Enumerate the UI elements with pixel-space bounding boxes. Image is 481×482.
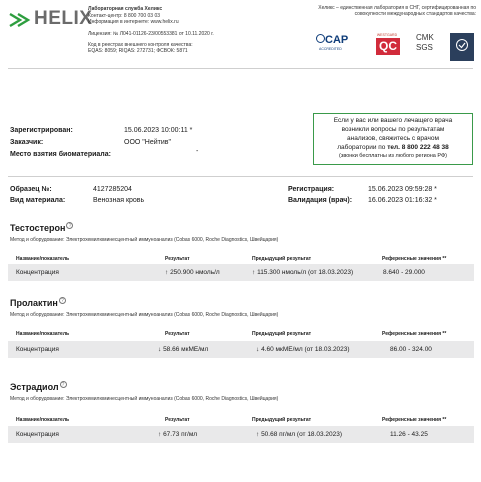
registration-divider: [8, 176, 473, 177]
doctor-contact-notice: [313, 113, 473, 165]
row-previous: ↑ 115.300 нмоль/л (от 18.03.2023): [252, 269, 354, 276]
validation-label: Валидация (врач):: [288, 197, 353, 204]
col-result-header: Результат: [165, 331, 190, 337]
col-result-header: Результат: [165, 417, 190, 423]
notice-line5: (звонки бесплатны из любого региона РФ): [338, 153, 447, 159]
notice-line3: анализов, свяжитесь с врачом: [347, 135, 439, 142]
helix-logo-text: HELIX: [34, 8, 93, 29]
cmk-label: CMK: [416, 33, 434, 42]
col-previous-header: Предыдущий результат: [252, 417, 312, 423]
row-previous: ↓ 4.60 мкМЕ/мл (от 18.03.2023): [256, 346, 350, 353]
test-title-prolactin: Пролактин ?: [10, 297, 66, 308]
col-reference-header: Референсные значения **: [382, 417, 447, 423]
registration-time-value: 15.06.2023 09:59:28 *: [368, 186, 437, 193]
place-value: -: [196, 148, 199, 155]
arrow-up-icon: ↑: [158, 431, 162, 438]
material-label: Вид материала:: [10, 197, 66, 204]
qc-label: QC: [376, 38, 400, 55]
arrow-down-icon: ↓: [158, 346, 162, 353]
customer-value: ООО "Нейтив": [124, 139, 171, 146]
westgard-label: WESTGARD: [376, 33, 398, 37]
registry-codes: EQAS: 8059; RIQAS: 272731; ФСВОК: 5871: [88, 48, 188, 54]
license-info: [88, 31, 214, 55]
sgs-label: SGS: [416, 43, 433, 52]
material-value: Венозная кровь: [93, 197, 145, 204]
notice-line2: возникли вопросы по результатам: [341, 126, 445, 133]
cmk-sgs-badge: [416, 33, 440, 59]
lab-contact: Контакт-центр: 8 800 700 03 03: [88, 12, 161, 19]
test-method: Метод и оборудование: Электрохемилюминесцентный иммуноанализ (Cobas 6000, Roche Diagnostics, Швейцария): [10, 396, 279, 402]
accreditation-text: Хеликс – единственная лаборатория в СНГ, сертифицированная по совокупности международных стандартов качества:: [318, 5, 476, 17]
row-name: Концентрация: [16, 346, 59, 353]
info-icon[interactable]: ?: [60, 381, 67, 388]
lab-info: [88, 6, 179, 26]
registered-label: Зарегистрирован:: [10, 127, 73, 134]
registration-time-label: Регистрация:: [288, 186, 335, 193]
col-name-header: Название/показатель: [16, 256, 70, 262]
header-divider: [8, 68, 473, 69]
registered-value: 15.06.2023 10:00:11 *: [124, 127, 193, 134]
row-result: ↓ 58.66 мкМЕ/мл: [158, 346, 209, 353]
lab-internet: Информация в интернете: www.helix.ru: [88, 19, 179, 25]
row-result: ↑ 67.73 пг/мл: [158, 431, 198, 438]
westgard-badge: [372, 33, 402, 59]
test-method: Метод и оборудование: Электрохемилюминесцентный иммуноанализ (Cobas 6000, Roche Diagnostics, Швейцария): [10, 237, 279, 243]
table-row: [8, 426, 474, 443]
helix-logo-icon: [8, 10, 32, 30]
test-method: Метод и оборудование: Электрохемилюминесцентный иммуноанализ (Cobas 6000, Roche Diagnostics, Швейцария): [10, 312, 279, 318]
customer-label: Заказчик:: [10, 139, 44, 146]
row-result: ↑ 250.900 нмоль/л: [165, 269, 220, 276]
sample-label: Образец №:: [10, 186, 52, 193]
place-label: Место взятия биоматериала:: [10, 151, 111, 158]
col-name-header: Название/показатель: [16, 331, 70, 337]
row-name: Концентрация: [16, 431, 59, 438]
col-reference-header: Референсные значения **: [382, 256, 447, 262]
row-previous: ↑ 50.68 пг/мл (от 18.03.2023): [256, 431, 343, 438]
notice-line1: Если у вас или вашего лечащего врача: [333, 117, 453, 124]
row-reference: 8.640 - 29.000: [383, 269, 425, 276]
arrow-down-icon: ↓: [256, 346, 260, 353]
row-name: Концентрация: [16, 269, 59, 276]
row-reference: 86.00 - 324.00: [390, 346, 432, 353]
notice-prefix: лаборатории по: [337, 144, 388, 151]
notice-phone[interactable]: тел. 8 800 222 48 38: [387, 144, 449, 151]
table-row: [8, 341, 474, 358]
registry-line: Код в реестрах внешнего контроля качества:: [88, 41, 193, 48]
test-title-testosterone: Тестостерон ?: [10, 222, 73, 233]
sample-value: 4127285204: [93, 186, 132, 193]
test-title-estradiol: Эстрадиол ?: [10, 381, 67, 392]
info-icon[interactable]: ?: [66, 222, 73, 229]
table-row: [8, 264, 474, 281]
arrow-up-icon: ↑: [252, 269, 256, 276]
cap-badge: [316, 33, 356, 59]
notice-line4: [314, 143, 472, 152]
arrow-up-icon: ↑: [256, 431, 260, 438]
lab-name: Лабораторная служба Хеликс: [88, 6, 163, 12]
col-previous-header: Предыдущий результат: [252, 331, 312, 337]
col-reference-header: Референсные значения **: [382, 331, 447, 337]
license-line: Лицензия: № Л041-01126-23/00553381 от 10.11.2020 г.: [88, 31, 214, 37]
col-name-header: Название/показатель: [16, 417, 70, 423]
cap-label: CAP: [325, 34, 349, 46]
info-icon[interactable]: ?: [59, 297, 66, 304]
cap-sub: ACCREDITED: [319, 47, 342, 51]
row-reference: 11.26 - 43.25: [390, 431, 428, 438]
col-previous-header: Предыдущий результат: [252, 256, 312, 262]
arrow-up-icon: ↑: [165, 269, 169, 276]
validation-value: 16.06.2023 01:16:32 *: [368, 197, 437, 204]
cap-check-icon: [316, 34, 325, 43]
col-result-header: Результат: [165, 256, 190, 262]
accreditation-seal-icon: [450, 33, 474, 61]
